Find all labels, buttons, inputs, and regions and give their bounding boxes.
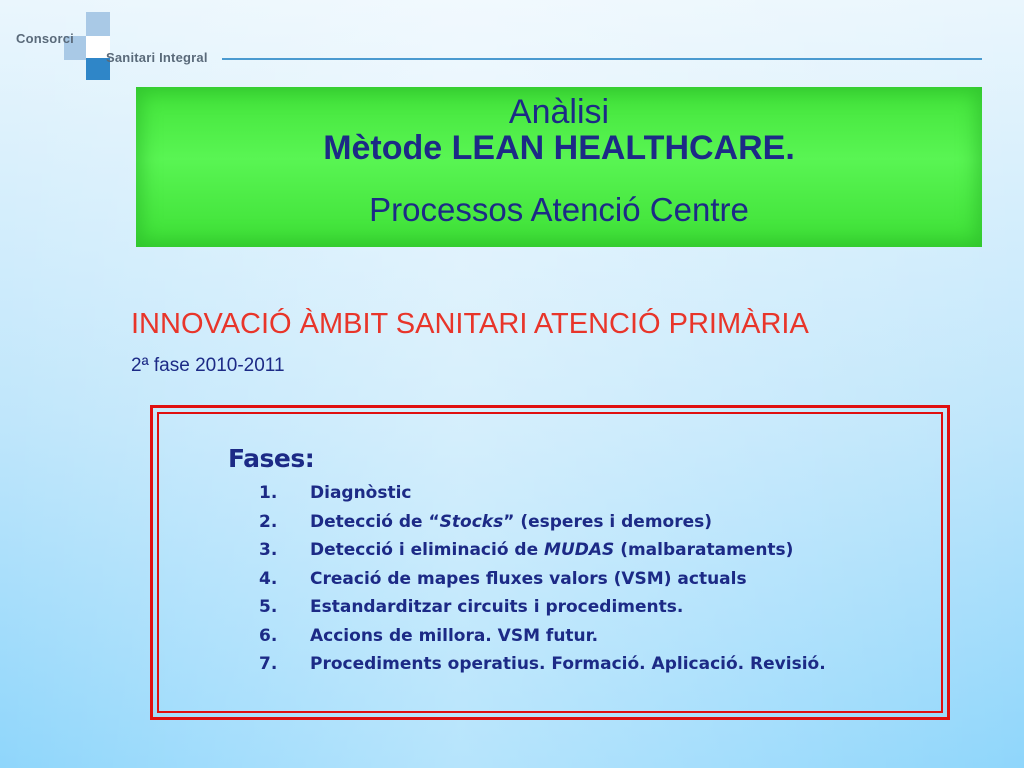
phase-text-emphasis: Stocks	[439, 511, 504, 532]
phase-number: 7.	[259, 654, 278, 674]
phase-text-part: Diagnòstic	[310, 483, 412, 503]
phase-text	[310, 512, 712, 532]
phase-item	[253, 569, 933, 598]
phase-text-part: Procediments operatius. Formació. Aplicació. Revisió.	[310, 654, 826, 674]
logo-text-sanitari-integral: Sanitari Integral	[106, 50, 208, 65]
phase-text-part: Detecció i eliminació de	[310, 540, 545, 560]
phase-number: 2.	[259, 511, 278, 532]
phases-list	[253, 483, 933, 683]
phase-text	[310, 654, 826, 674]
consorci-logo	[0, 0, 230, 90]
phase-item	[253, 483, 933, 512]
phase-text-part: ” (esperes i demores)	[503, 511, 713, 532]
phase-text-emphasis: MUDAS	[544, 540, 615, 560]
phase-text-part: Accions de millora. VSM futur.	[310, 625, 599, 646]
phase-text	[310, 597, 683, 617]
phase-number: 5.	[259, 597, 278, 617]
title-box	[136, 87, 982, 247]
phase-item	[253, 654, 933, 683]
phase-number: 6.	[259, 625, 278, 646]
logo-text-consorci: Consorci	[16, 31, 74, 46]
phase-item	[253, 540, 933, 569]
title-line-analisi: Anàlisi	[508, 93, 610, 131]
phase-number: 1.	[259, 483, 278, 503]
phases-label: Fases:	[228, 444, 315, 473]
phase-item	[253, 597, 933, 626]
phase-item	[253, 626, 933, 655]
innovation-heading: INNOVACIÓ ÀMBIT SANITARI ATENCIÓ PRIMÀRIA	[131, 308, 809, 340]
phase-text	[310, 540, 793, 560]
phase-number: 4.	[259, 568, 278, 589]
title-line-processos: Processos Atenció Centre	[369, 191, 749, 228]
phases-box	[150, 405, 950, 720]
phase-item	[253, 512, 933, 541]
phase-text	[310, 569, 747, 589]
phase-text-part: (malbarataments)	[614, 540, 794, 560]
phase-subtitle: 2ª fase 2010-2011	[131, 355, 285, 376]
phase-text-part: Estandarditzar circuits i procediments.	[310, 597, 684, 617]
phase-number: 3.	[259, 540, 278, 560]
phase-text-part: Creació de mapes fluxes valors (VSM) actuals	[310, 568, 747, 589]
phase-text	[310, 483, 412, 503]
phase-text	[310, 626, 598, 646]
phase-text-part: Detecció de “	[310, 511, 440, 532]
header-divider	[222, 58, 982, 60]
title-line-metode: Mètode LEAN HEALTHCARE.	[323, 129, 795, 167]
